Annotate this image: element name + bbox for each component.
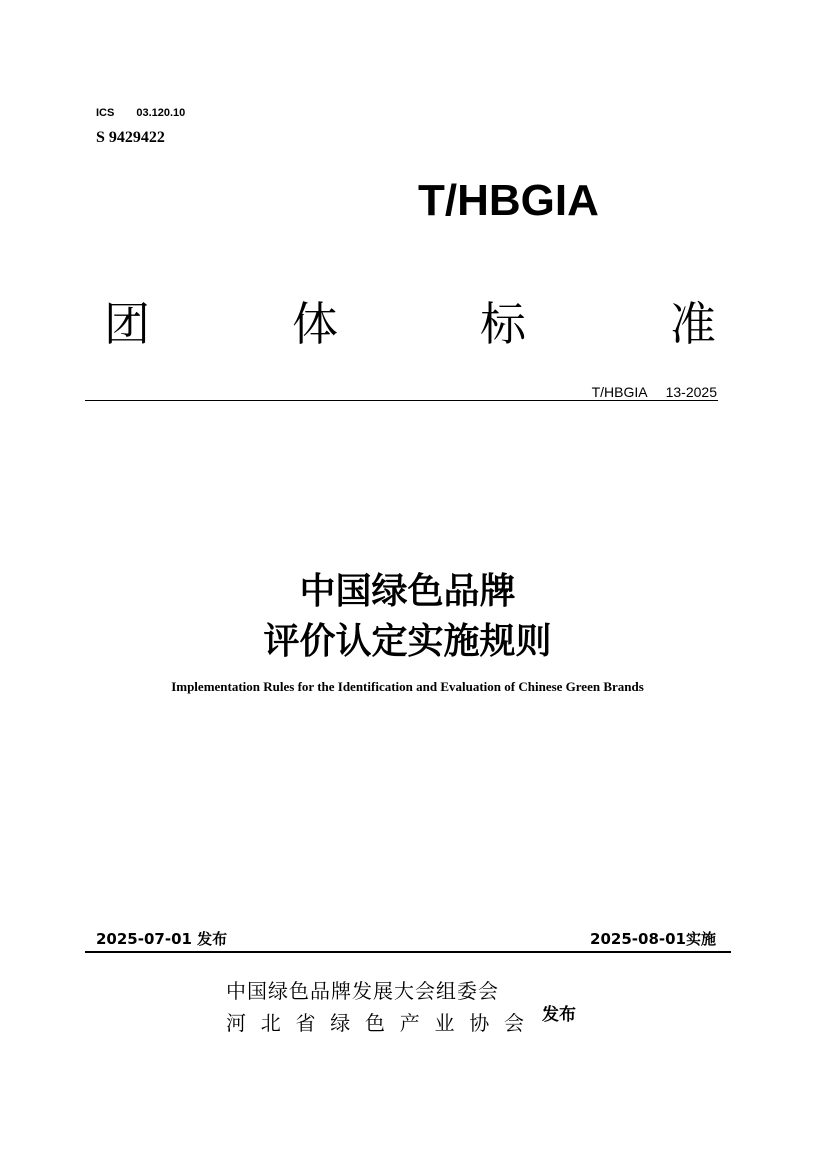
standard-number-value: 13-2025 bbox=[665, 384, 717, 400]
standard-type-char-3: 标 bbox=[480, 297, 526, 351]
ics-label: ICS bbox=[96, 107, 115, 119]
bottom-divider bbox=[85, 951, 731, 953]
implementation-date: 2025-08-01实施 bbox=[590, 930, 716, 948]
standard-type-char-1: 团 bbox=[104, 297, 150, 351]
title-line-1: 中国绿色品牌 bbox=[299, 571, 516, 612]
standard-number-prefix: T/HBGIA bbox=[591, 384, 648, 400]
issue-date: 2025-07-01 发布 bbox=[96, 930, 228, 948]
standard-type-char-2: 体 bbox=[292, 297, 338, 351]
publisher-org-2: 河北省绿色产业协会 bbox=[226, 1011, 524, 1035]
top-divider bbox=[85, 400, 718, 401]
publisher-org-1: 中国绿色品牌发展大会组委会 bbox=[226, 979, 499, 1003]
ics-line bbox=[96, 107, 185, 119]
publish-label: 发布 bbox=[542, 1005, 576, 1025]
classification-code: S 9429422 bbox=[96, 129, 165, 146]
ics-code: 03.120.10 bbox=[136, 107, 186, 119]
title-line-2: 评价认定实施规则 bbox=[263, 621, 552, 662]
english-title: Implementation Rules for the Identification and Evaluation of Chinese Green Brands bbox=[171, 679, 644, 694]
standard-type-char-4: 准 bbox=[670, 297, 716, 351]
standard-code: T/HBGIA bbox=[418, 176, 599, 225]
standard-number bbox=[540, 384, 717, 400]
